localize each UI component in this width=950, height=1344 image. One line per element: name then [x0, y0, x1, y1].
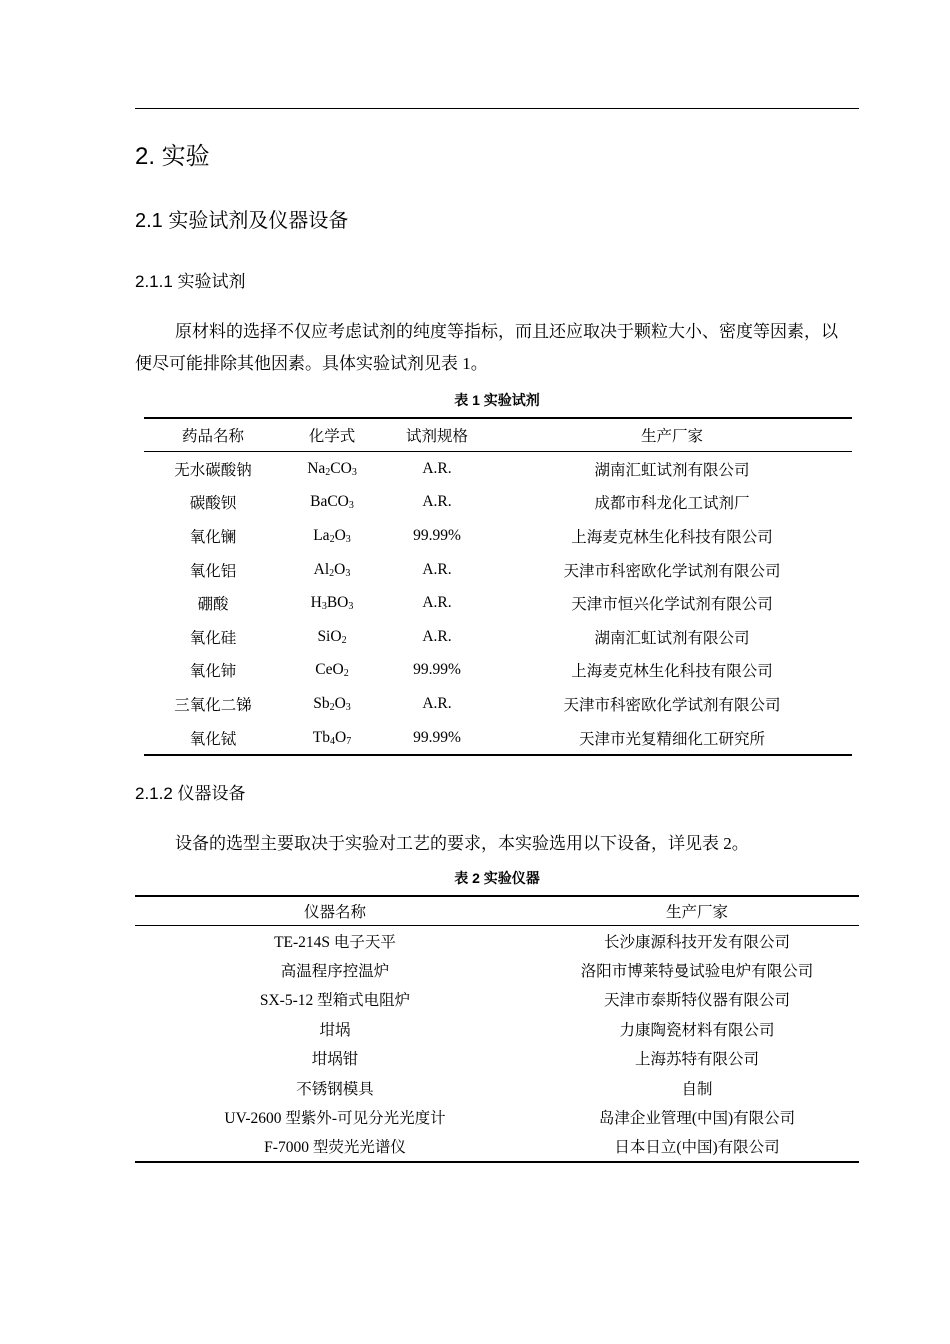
- table1-col-grade: 试剂规格: [382, 418, 492, 452]
- instrument-maker: 洛阳市博莱特曼试验电炉有限公司: [580, 963, 814, 981]
- reagent-name: 氧化镧: [189, 528, 237, 546]
- reagent-formula: [282, 486, 382, 520]
- formula-subscript: 3: [345, 533, 351, 545]
- table2-body: [135, 926, 859, 1163]
- reagent-grade: 99.99%: [413, 728, 461, 746]
- reagent-grade: 99.99%: [413, 661, 461, 679]
- reagent-grade: A.R.: [422, 560, 452, 578]
- instrument-maker: 长沙康源科技开发有限公司: [603, 933, 790, 951]
- table1-row: [144, 687, 852, 721]
- instrument-maker: 岛津企业管理(中国)有限公司: [598, 1110, 796, 1128]
- reagents-paragraph: 原材料的选择不仅应考虑试剂的纯度等指标，而且还应取决于颗粒大小、密度等因素，以便尽可能排除其他因素。具体实验试剂见表 1。: [135, 322, 838, 373]
- formula-subscript: 2: [343, 668, 349, 680]
- reagent-name: 三氧化二锑: [174, 696, 252, 714]
- formula-subscript: 3: [348, 601, 354, 613]
- reagent-grade: A.R.: [422, 694, 452, 712]
- reagent-maker: 湖南汇虹试剂有限公司: [594, 461, 750, 479]
- formula-part: CO: [330, 459, 352, 477]
- reagent-maker: 成都市科龙化工试剂厂: [594, 495, 750, 513]
- table1-body: [144, 452, 852, 756]
- reagent-formula: [282, 721, 382, 756]
- instrument-maker: 自制: [681, 1080, 713, 1098]
- instrument-name: 坩埚钳: [311, 1051, 359, 1069]
- table2-row: [135, 1132, 859, 1162]
- reagents-heading: 2.1.1 实验试剂: [135, 272, 246, 291]
- table1-row: [144, 519, 852, 553]
- instrument-name: SX-5-12 型箱式电阻炉: [259, 992, 411, 1010]
- table2-row: [135, 955, 859, 984]
- reagent-name: 无水碳酸钠: [174, 461, 252, 479]
- table2-row: [135, 1073, 859, 1102]
- instrument-maker: 天津市泰斯特仪器有限公司: [603, 992, 790, 1010]
- reagent-maker: 上海麦克林生化科技有限公司: [571, 528, 773, 546]
- reagent-name: 氧化铽: [189, 730, 237, 748]
- formula-part: O: [335, 728, 347, 746]
- formula-part: O: [334, 560, 346, 578]
- reagent-name: 氧化铝: [189, 562, 237, 580]
- table1-col-name: 药品名称: [144, 418, 282, 452]
- reagent-formula: [282, 586, 382, 620]
- table1-header-row: [144, 418, 852, 452]
- formula-subscript: 3: [348, 500, 354, 512]
- formula-part: SiO: [317, 627, 342, 645]
- formula-part: BaCO: [310, 493, 349, 511]
- reagent-formula: [282, 553, 382, 587]
- formula-subscript: 2: [341, 634, 347, 646]
- instrument-maker: 上海苏特有限公司: [634, 1051, 759, 1069]
- table2-col-name: 仪器名称: [135, 896, 535, 926]
- formula-part: H: [310, 594, 322, 612]
- table1-row: [144, 620, 852, 654]
- table2-caption: 表 2 实验仪器: [454, 870, 540, 886]
- header-rule: [135, 108, 859, 109]
- table2-row: [135, 926, 859, 956]
- reagent-name: 硼酸: [197, 596, 229, 614]
- instrument-name: UV-2600 型紫外-可见分光光度计: [224, 1110, 446, 1128]
- table2-header-row: [135, 896, 859, 926]
- reagent-maker: 天津市科密欧化学试剂有限公司: [563, 696, 781, 714]
- instrument-name: 坩埚: [319, 1021, 351, 1039]
- table1-row: [144, 486, 852, 520]
- formula-part: Na: [307, 459, 326, 477]
- reagent-grade: 99.99%: [413, 526, 461, 544]
- formula-subscript: 7: [346, 735, 352, 747]
- reagent-name: 氧化硅: [189, 629, 237, 647]
- table2-row: [135, 1014, 859, 1043]
- instruments-paragraph: 设备的选型主要取决于实验对工艺的要求，本实验选用以下设备，详见表 2。: [175, 834, 749, 853]
- table2-row: [135, 1102, 859, 1131]
- table1-col-formula: 化学式: [282, 418, 382, 452]
- reagents-table: [144, 417, 852, 756]
- table1-row: [144, 553, 852, 587]
- reagent-grade: A.R.: [422, 627, 452, 645]
- formula-subscript: 3: [351, 466, 357, 478]
- formula-part: Tb: [312, 728, 330, 746]
- instrument-name: F-7000 型荧光光谱仪: [264, 1139, 406, 1157]
- formula-part: Sb: [313, 694, 330, 712]
- reagent-formula: [282, 687, 382, 721]
- formula-subscript: 2: [329, 701, 335, 713]
- formula-part: O: [334, 526, 346, 544]
- formula-part: CeO: [315, 661, 344, 679]
- table1-row: [144, 452, 852, 486]
- table1-row: [144, 654, 852, 688]
- formula-subscript: 2: [329, 567, 335, 579]
- reagent-name: 氧化铈: [189, 663, 237, 681]
- reagent-formula: [282, 654, 382, 688]
- instruments-table: [135, 895, 859, 1163]
- instrument-maker: 日本日立(中国)有限公司: [614, 1139, 780, 1157]
- formula-subscript: 2: [325, 466, 331, 478]
- reagent-formula: [282, 519, 382, 553]
- table2-row: [135, 985, 859, 1014]
- formula-subscript: 4: [330, 735, 335, 747]
- reagent-maker: 天津市科密欧化学试剂有限公司: [563, 562, 781, 580]
- instrument-name: 高温程序控温炉: [280, 963, 390, 981]
- table1-caption: 表 1 实验试剂: [454, 392, 540, 408]
- formula-part: La: [313, 526, 330, 544]
- formula-subscript: 3: [345, 701, 351, 713]
- subsection-title: 2.1 实验试剂及仪器设备: [135, 210, 349, 232]
- reagent-formula: [282, 452, 382, 486]
- instrument-name: 不锈钢模具: [296, 1080, 374, 1098]
- formula-subscript: 3: [345, 567, 351, 579]
- reagent-grade: A.R.: [422, 459, 452, 477]
- reagent-maker: 上海麦克林生化科技有限公司: [571, 663, 773, 681]
- table1-row: [144, 721, 852, 756]
- formula-part: Al: [313, 560, 330, 578]
- table2-row: [135, 1044, 859, 1073]
- table1-col-maker: 生产厂家: [492, 418, 852, 452]
- reagent-maker: 天津市光复精细化工研究所: [578, 730, 765, 748]
- formula-subscript: 3: [321, 601, 327, 613]
- formula-part: O: [334, 694, 346, 712]
- formula-subscript: 2: [329, 533, 335, 545]
- reagent-name: 碳酸钡: [189, 495, 237, 513]
- formula-part: BO: [326, 594, 349, 612]
- instruments-heading: 2.1.2 仪器设备: [135, 784, 246, 803]
- reagent-grade: A.R.: [422, 594, 452, 612]
- table1-row: [144, 586, 852, 620]
- table2-col-maker: 生产厂家: [535, 896, 859, 926]
- section-title: 2. 实验: [135, 143, 210, 170]
- instrument-name: TE-214S 电子天平: [274, 933, 396, 951]
- reagent-formula: [282, 620, 382, 654]
- reagent-grade: A.R.: [422, 493, 452, 511]
- reagent-maker: 天津市恒兴化学试剂有限公司: [571, 596, 773, 614]
- instrument-maker: 力康陶瓷材料有限公司: [619, 1021, 775, 1039]
- reagent-maker: 湖南汇虹试剂有限公司: [594, 629, 750, 647]
